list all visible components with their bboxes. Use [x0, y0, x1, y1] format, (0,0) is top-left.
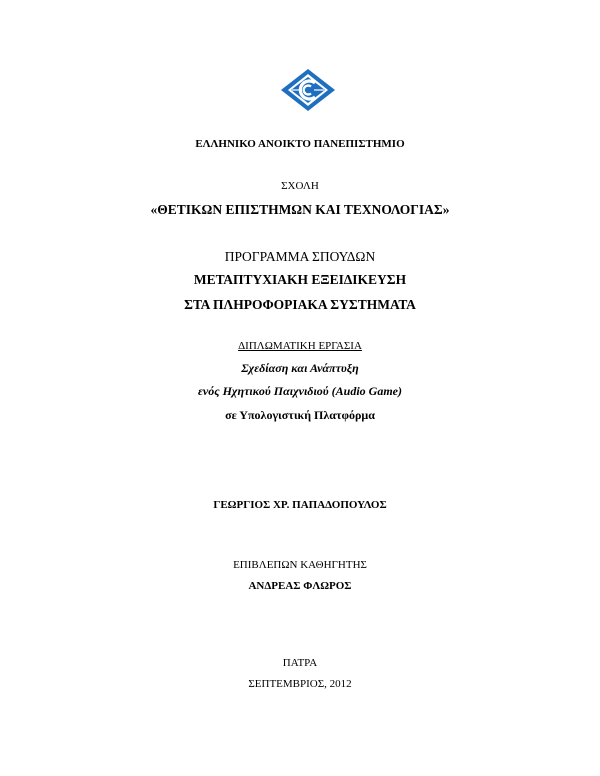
- university-logo-icon: [280, 68, 336, 112]
- thesis-title-line1: Σχεδίαση και Ανάπτυξη: [241, 361, 359, 375]
- supervisor-name: ΑΝΔΡΕΑΣ ΦΛΩΡΟΣ: [248, 580, 352, 592]
- program-label: ΠΡΟΓΡΑΜΜΑ ΣΠΟΥΔΩΝ: [224, 249, 376, 264]
- supervisor-label: ΕΠΙΒΛΕΠΩΝ ΚΑΘΗΓΗΤΗΣ: [233, 559, 367, 571]
- thesis-title-line3: σε Υπολογιστική Πλατφόρμα: [225, 408, 375, 422]
- date: ΣΕΠΤΕΜΒΡΙΟΣ, 2012: [248, 678, 352, 690]
- author-name: ΓΕΩΡΓΙΟΣ ΧΡ. ΠΑΠΑΔΟΠΟΥΛΟΣ: [213, 499, 387, 511]
- university-name: ΕΛΛΗΝΙΚΟ ΑΝΟΙΚΤΟ ΠΑΝΕΠΙΣΤΗΜΙΟ: [195, 138, 405, 150]
- school-name: «ΘΕΤΙΚΩΝ ΕΠΙΣΤΗΜΩΝ ΚΑΙ ΤΕΧΝΟΛΟΓΙΑΣ»: [150, 202, 450, 217]
- program-title-line1: ΜΕΤΑΠΤΥΧΙΑΚΗ ΕΞΕΙΔΙΚΕΥΣΗ: [193, 272, 407, 287]
- school-label: ΣΧΟΛΗ: [281, 180, 319, 192]
- program-title-line2: ΣΤΑ ΠΛΗΡΟΦΟΡΙΑΚΑ ΣΥΣΤΗΜΑΤΑ: [184, 297, 416, 312]
- thesis-label: ΔΙΠΛΩΜΑΤΙΚΗ ΕΡΓΑΣΙΑ: [238, 340, 362, 352]
- thesis-title-line2: ενός Ηχητικού Παιχνιδιού (Audio Game): [198, 384, 402, 398]
- city: ΠΑΤΡΑ: [282, 657, 318, 669]
